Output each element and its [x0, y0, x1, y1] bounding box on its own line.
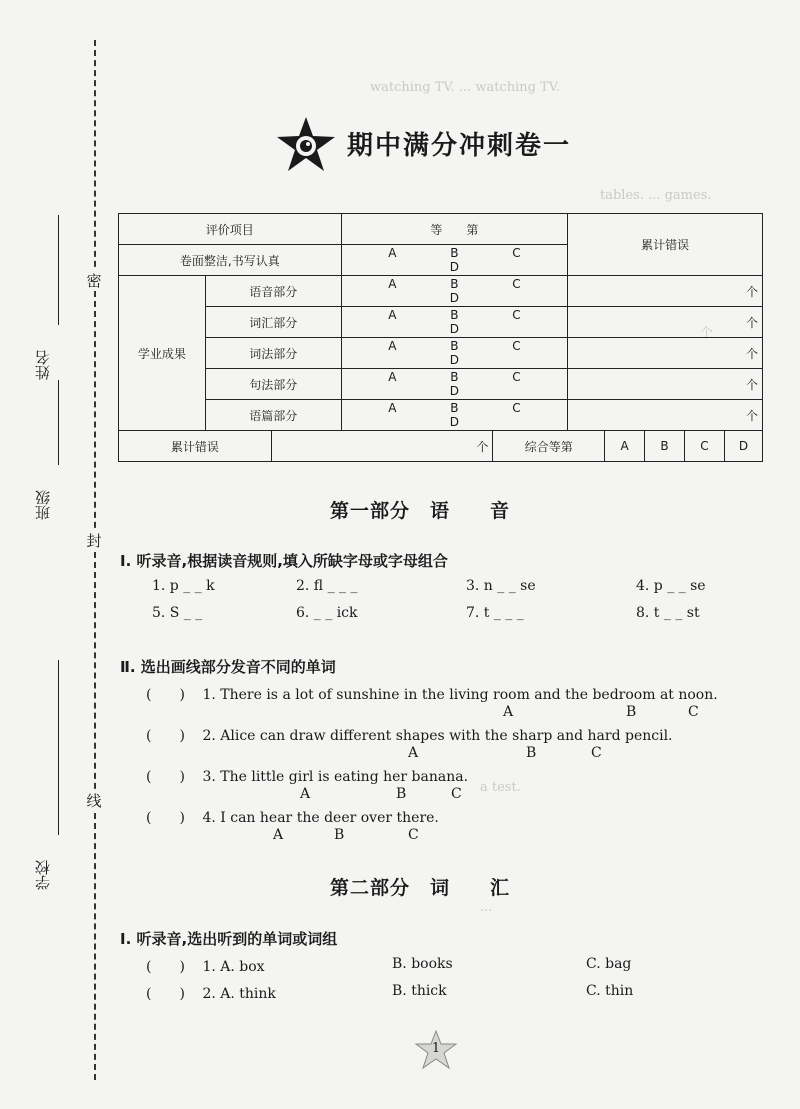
row-errors[interactable]: 个	[568, 338, 763, 369]
answer-blank[interactable]: ( )	[146, 728, 185, 744]
choice-question: ( ) 1. There is a lot of sunshine in the living room and the bedroom at noon.	[146, 684, 718, 704]
neat-grades[interactable]: A B CD	[341, 245, 568, 276]
page-title: 期中满分冲刺卷一	[347, 131, 572, 161]
choice-question: ( ) 1. A. box	[146, 956, 265, 976]
page-number-badge	[414, 1030, 458, 1070]
class-label: 班级	[34, 490, 52, 520]
header-grade: 等 第	[341, 214, 568, 245]
row-errors[interactable]: 个	[568, 400, 763, 431]
row-label: 句法部分	[205, 369, 341, 400]
fill-item[interactable]: 1. p _ _ k	[152, 578, 215, 594]
overall-grade-a[interactable]: A	[605, 431, 645, 462]
answer-blank[interactable]: ( )	[146, 986, 185, 1002]
row-errors[interactable]: 个	[568, 307, 763, 338]
choice-letter: B	[396, 786, 407, 802]
seal-char-feng: 封	[82, 530, 106, 551]
seal-char-xian: 线	[82, 790, 106, 811]
choice-letter: B	[526, 745, 537, 761]
fill-item[interactable]: 2. fl _ _ _	[296, 578, 358, 594]
row-label: 词法部分	[205, 338, 341, 369]
star-eye-icon	[275, 115, 337, 173]
row-grades[interactable]: A B CD	[341, 338, 568, 369]
choice-letter: A	[300, 786, 311, 802]
part1-q1-heading: Ⅰ. 听录音,根据读音规则,填入所缺字母或字母组合	[120, 552, 448, 570]
overall-grade-b[interactable]: B	[645, 431, 685, 462]
overall-grade-c[interactable]: C	[685, 431, 725, 462]
row-grades[interactable]: A B CD	[341, 307, 568, 338]
fill-item[interactable]: 3. n _ _ se	[466, 578, 536, 594]
choice-question: ( ) 2. A. think	[146, 983, 276, 1003]
name-blank[interactable]	[58, 215, 59, 325]
part1-title: 第一部分 语 音	[330, 500, 511, 522]
part2-title: 第二部分 词 汇	[330, 877, 511, 899]
total-errors-label: 累计错误	[119, 431, 272, 462]
part1-q2-heading: Ⅱ. 选出画线部分发音不同的单词	[120, 658, 336, 676]
overall-label: 综合等第	[493, 431, 605, 462]
evaluation-table	[118, 213, 763, 462]
school-label: 学校	[34, 860, 52, 890]
row-label: 语音部分	[205, 276, 341, 307]
name-label: 姓名	[34, 350, 52, 380]
answer-blank[interactable]: ( )	[146, 959, 185, 975]
option-c: C. bag	[586, 956, 632, 972]
answer-blank[interactable]: ( )	[146, 769, 185, 785]
class-blank[interactable]	[58, 380, 59, 465]
part2-q1-heading: Ⅰ. 听录音,选出听到的单词或词组	[120, 930, 338, 948]
answer-blank[interactable]: ( )	[146, 810, 185, 826]
row-grades[interactable]: A B CD	[341, 400, 568, 431]
choice-letter: C	[451, 786, 462, 802]
answer-blank[interactable]: ( )	[146, 687, 185, 703]
row-label: 语篇部分	[205, 400, 341, 431]
fill-item[interactable]: 4. p _ _ se	[636, 578, 706, 594]
choice-letter: C	[591, 745, 602, 761]
option-b: B. books	[392, 956, 453, 972]
row-grades[interactable]: A B CD	[341, 276, 568, 307]
choice-question: ( ) 3. The little girl is eating her banana.	[146, 766, 468, 786]
group-label: 学业成果	[119, 276, 206, 431]
choice-letter: A	[503, 704, 514, 720]
row-grades[interactable]: A B CD	[341, 369, 568, 400]
choice-letter: C	[688, 704, 699, 720]
title-block	[275, 115, 635, 173]
choice-letter: C	[408, 827, 419, 843]
row-errors[interactable]: 个	[568, 369, 763, 400]
fill-item[interactable]: 5. S _ _	[152, 605, 203, 621]
binding-dashed-line	[94, 40, 96, 1080]
row-errors[interactable]: 个	[568, 276, 763, 307]
row-label: 词汇部分	[205, 307, 341, 338]
option-c: C. thin	[586, 983, 634, 999]
option-b: B. thick	[392, 983, 447, 999]
exam-page: 密 封 线 姓名 班级 学校 watching TV. ... watching TV. tables. ... games. 个 a test. ... 期中满分冲刺卷一 评价项目 等 第 累计错误 卷面整洁,书写认真 A B CD 学业成果 语音部分 A B CD 个 词汇部分 A B CD 个 词法部分 A B CD 个 句法部分 A B CD 个 语篇部分 A B CD 个 累计错误 个 综合等第 A B C D 第一部分 语 音 Ⅰ. 听录音,根据读音规则,填入所缺字母或字母组合 1. p _ _ k 2. fl _ _ _ 3. n _ _ se 4. p _ _ se 5. S _ _ 6. _ _ ick 7. t _ _ _ 8. t _ _ st Ⅱ. 选出画线部分发音不同的单词 ( ) 1. There is a lot of sunshine in the living room and the bedroom at noon. A B C ( ) 2. Alice can draw different shapes with the sharp and hard pencil. A B C ( ) 3. The little girl is eating her banana. A B C ( ) 4. I can hear the deer over there. A B C 第二部分 词 汇 Ⅰ. 听录音,选出听到的单词或词组 ( ) 1. A. box B. books C. bag ( ) 2. A. think B. thick C. thin 1	[0, 0, 800, 1109]
choice-question: ( ) 4. I can hear the deer over there.	[146, 807, 439, 827]
choice-letter: A	[273, 827, 284, 843]
fill-item[interactable]: 6. _ _ ick	[296, 605, 358, 621]
overall-grade-d[interactable]: D	[724, 431, 762, 462]
fill-item[interactable]: 7. t _ _ _	[466, 605, 524, 621]
page-number: 1	[431, 1041, 441, 1056]
school-blank[interactable]	[58, 660, 59, 835]
header-errors: 累计错误	[568, 214, 763, 276]
header-item: 评价项目	[119, 214, 342, 245]
choice-letter: B	[334, 827, 345, 843]
total-errors-value[interactable]: 个	[271, 431, 493, 462]
seal-char-mi: 密	[82, 270, 106, 291]
fill-item[interactable]: 8. t _ _ st	[636, 605, 700, 621]
neat-label: 卷面整洁,书写认真	[119, 245, 342, 276]
choice-letter: B	[626, 704, 637, 720]
choice-question: ( ) 2. Alice can draw different shapes with the sharp and hard pencil.	[146, 725, 673, 745]
choice-letter: A	[408, 745, 419, 761]
